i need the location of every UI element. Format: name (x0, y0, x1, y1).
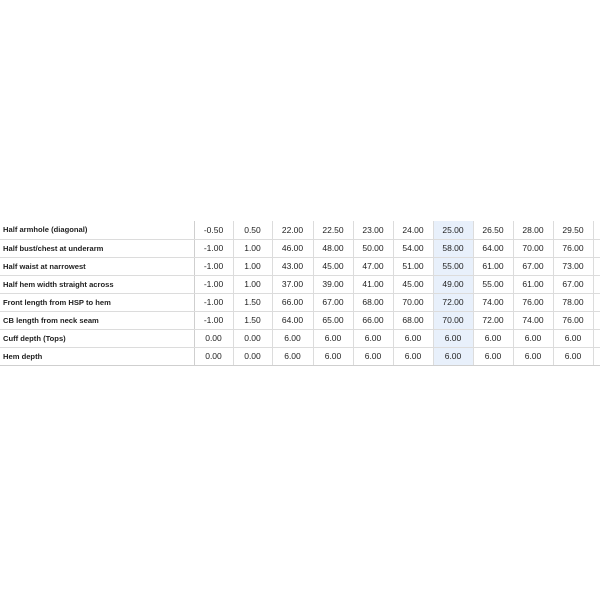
table-cell-overflow (593, 329, 600, 347)
table-cell: 64.00 (473, 239, 513, 257)
measurement-spec-table (0, 221, 600, 366)
table-cell: 72.00 (433, 293, 473, 311)
table-cell: 37.00 (272, 275, 313, 293)
table-cell: 26.50 (473, 221, 513, 239)
table-cell: 64.00 (272, 311, 313, 329)
table-cell: 1.00 (233, 239, 272, 257)
table-body (0, 221, 600, 365)
table-cell: 22.00 (272, 221, 313, 239)
table-cell: 6.00 (353, 329, 393, 347)
table-cell: 28.00 (513, 221, 553, 239)
table-row (0, 275, 600, 293)
table-cell: 6.00 (513, 329, 553, 347)
table-cell: 70.00 (433, 311, 473, 329)
table-cell-overflow (593, 239, 600, 257)
table-cell: 50.00 (353, 239, 393, 257)
row-label: CB length from neck seam (0, 311, 194, 329)
table-cell: 1.00 (233, 257, 272, 275)
table-cell: -1.00 (194, 275, 233, 293)
table-cell: 61.00 (473, 257, 513, 275)
table-cell: 43.00 (272, 257, 313, 275)
table-cell: -1.00 (194, 311, 233, 329)
table-cell: 46.00 (272, 239, 313, 257)
table-cell: 58.00 (433, 239, 473, 257)
table-cell-overflow (593, 257, 600, 275)
table-cell: 6.00 (393, 347, 433, 365)
table-cell: 6.00 (272, 329, 313, 347)
table-cell: 6.00 (313, 347, 353, 365)
table-row (0, 257, 600, 275)
table-cell: 0.50 (233, 221, 272, 239)
table-cell: 6.00 (433, 347, 473, 365)
table-row (0, 221, 600, 239)
table-cell: 41.00 (353, 275, 393, 293)
table-cell-overflow (593, 347, 600, 365)
table-cell: 6.00 (473, 347, 513, 365)
table-cell: 0.00 (194, 347, 233, 365)
table-cell: 65.00 (313, 311, 353, 329)
table-cell: 6.00 (393, 329, 433, 347)
table-cell: 6.00 (433, 329, 473, 347)
table-cell: 73.00 (553, 257, 593, 275)
table-cell: 55.00 (433, 257, 473, 275)
table-row (0, 293, 600, 311)
table-cell: 70.00 (393, 293, 433, 311)
row-label: Hem depth (0, 347, 194, 365)
table-cell: 6.00 (353, 347, 393, 365)
table-cell: 72.00 (473, 311, 513, 329)
row-label: Half bust/chest at underarm (0, 239, 194, 257)
table-row (0, 311, 600, 329)
table-cell: 68.00 (353, 293, 393, 311)
table-cell: -1.00 (194, 257, 233, 275)
table-cell: 51.00 (393, 257, 433, 275)
table-cell: 25.00 (433, 221, 473, 239)
table-cell: 0.00 (233, 329, 272, 347)
table-cell-overflow (593, 221, 600, 239)
table-cell-overflow (593, 275, 600, 293)
table-cell: 55.00 (473, 275, 513, 293)
table-cell: 49.00 (433, 275, 473, 293)
table-cell: 66.00 (272, 293, 313, 311)
table-cell: 6.00 (272, 347, 313, 365)
table-cell: 76.00 (553, 239, 593, 257)
table-row (0, 329, 600, 347)
table-cell: 6.00 (473, 329, 513, 347)
table-cell: 67.00 (553, 275, 593, 293)
table-cell: 66.00 (353, 311, 393, 329)
table-cell: 61.00 (513, 275, 553, 293)
row-label: Half waist at narrowest (0, 257, 194, 275)
row-label: Half hem width straight across (0, 275, 194, 293)
table-cell-overflow (593, 311, 600, 329)
table-cell: 45.00 (313, 257, 353, 275)
row-label: Front length from HSP to hem (0, 293, 194, 311)
table-cell: 76.00 (513, 293, 553, 311)
table-cell: 67.00 (513, 257, 553, 275)
row-label: Half armhole (diagonal) (0, 221, 194, 239)
table-cell: 0.00 (233, 347, 272, 365)
table-cell: 1.00 (233, 275, 272, 293)
table-cell-overflow (593, 293, 600, 311)
table-cell: 6.00 (513, 347, 553, 365)
table-row (0, 239, 600, 257)
row-label: Cuff depth (Tops) (0, 329, 194, 347)
table-cell: 23.00 (353, 221, 393, 239)
table-cell: 1.50 (233, 293, 272, 311)
table-cell: 6.00 (553, 329, 593, 347)
table-cell: 6.00 (553, 347, 593, 365)
table-cell: 74.00 (513, 311, 553, 329)
table-cell: 0.00 (194, 329, 233, 347)
table-cell: 70.00 (513, 239, 553, 257)
table-cell: -0.50 (194, 221, 233, 239)
table-cell: 67.00 (313, 293, 353, 311)
table-cell: 78.00 (553, 293, 593, 311)
table-row (0, 347, 600, 365)
table-cell: -1.00 (194, 293, 233, 311)
table-cell: 39.00 (313, 275, 353, 293)
table-cell: 29.50 (553, 221, 593, 239)
table-cell: 47.00 (353, 257, 393, 275)
table-cell: 1.50 (233, 311, 272, 329)
table-cell: 74.00 (473, 293, 513, 311)
table-cell: -1.00 (194, 239, 233, 257)
table-cell: 76.00 (553, 311, 593, 329)
table-cell: 48.00 (313, 239, 353, 257)
table-cell: 22.50 (313, 221, 353, 239)
table-cell: 6.00 (313, 329, 353, 347)
table-cell: 24.00 (393, 221, 433, 239)
table-cell: 45.00 (393, 275, 433, 293)
table-cell: 68.00 (393, 311, 433, 329)
table-cell: 54.00 (393, 239, 433, 257)
